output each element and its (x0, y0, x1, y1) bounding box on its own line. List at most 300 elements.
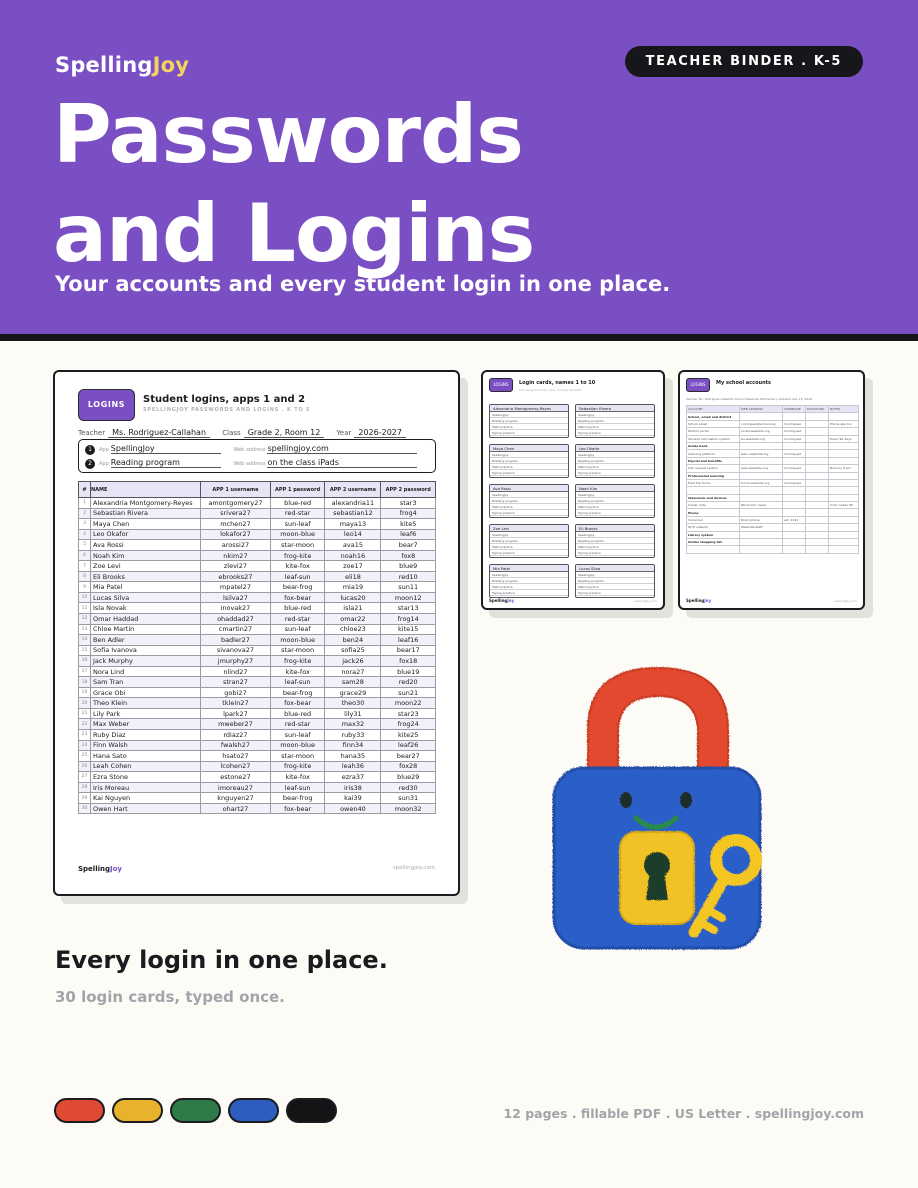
student-name: Omar Haddad (91, 614, 201, 625)
login-cell: lokafor27 (201, 529, 271, 540)
login-cell: hsato27 (201, 751, 271, 762)
student-name: Leo Okafor (91, 529, 201, 540)
account-cell: learn.westville.org (739, 450, 782, 457)
account-cell: Student information system (687, 435, 740, 442)
login-cell: chloe23 (325, 624, 381, 635)
account-cell: Classroom and devices (687, 494, 740, 501)
color-swatch (286, 1098, 337, 1123)
roster-kicker: SPELLINGJOY PASSWORDS AND LOGINS . K TO 5 (143, 407, 311, 413)
login-cell: sebastian12 (325, 508, 381, 519)
table-row (687, 494, 859, 501)
color-swatch (54, 1098, 105, 1123)
login-cell: moon22 (381, 698, 436, 709)
account-cell: Wi-Fi network (687, 524, 740, 531)
table-row (79, 540, 436, 551)
account-cell: mrodriguez (782, 428, 805, 435)
table-row (79, 719, 436, 730)
table-row (687, 546, 859, 553)
login-card-row: SpellingJoy (490, 452, 568, 458)
account-cell: subs.westville.org (739, 465, 782, 472)
login-card-row: SpellingJoy (490, 492, 568, 498)
row-number: 29 (79, 793, 91, 804)
roster-title: Student logins, apps 1 and 2 (143, 394, 306, 405)
account-cell (782, 494, 805, 501)
account-cell (782, 457, 805, 464)
login-cell: lpark27 (201, 708, 271, 719)
login-cell: lcohen27 (201, 761, 271, 772)
app-list-box (78, 439, 436, 473)
account-cell: Every 90 days (829, 435, 859, 442)
table-row (687, 428, 859, 435)
account-cell (829, 472, 859, 479)
account-cell (829, 516, 859, 523)
login-cell: sam28 (325, 677, 381, 688)
account-cell (739, 487, 782, 494)
account-cell (829, 428, 859, 435)
student-name: Hana Sato (91, 751, 201, 762)
table-row (687, 516, 859, 523)
login-cell: bear7 (381, 540, 436, 551)
table-row (79, 803, 436, 814)
account-cell (687, 546, 740, 553)
table-row (687, 487, 859, 494)
student-name: Jack Murphy (91, 656, 201, 667)
login-cell: inovak27 (201, 603, 271, 614)
login-cell: fox-bear (270, 592, 325, 603)
login-cell: frog14 (381, 614, 436, 625)
login-card (575, 524, 655, 558)
table-row (79, 793, 436, 804)
account-cell (739, 539, 782, 546)
login-card-row: Reading program (576, 578, 654, 584)
login-cell: noah16 (325, 550, 381, 561)
account-cell (805, 539, 828, 546)
column-header: NOTES (829, 406, 859, 413)
login-cell: bear-frog (270, 687, 325, 698)
login-card-row: Math practice (490, 464, 568, 470)
account-cell: Online shopping list (687, 539, 740, 546)
login-cell: moon-blue (270, 529, 325, 540)
account-cell (805, 442, 828, 449)
account-cell (805, 472, 828, 479)
student-name: Ezra Stone (91, 772, 201, 783)
student-name: Ava Rossi (91, 540, 201, 551)
login-card-row: Reading program (490, 458, 568, 464)
login-card (489, 404, 569, 438)
account-cell (829, 531, 859, 538)
account-cell: mrodriguez (782, 435, 805, 442)
account-cell (805, 428, 828, 435)
account-cell (687, 487, 740, 494)
account-cell: Field trip forms (687, 479, 740, 486)
account-cell (805, 450, 828, 457)
table-row (79, 708, 436, 719)
account-cell: Professional learning (687, 472, 740, 479)
login-cell: ohaddad27 (201, 614, 271, 625)
login-cell: mpatel27 (201, 582, 271, 593)
account-cell: Phone (687, 509, 740, 516)
row-number: 21 (79, 708, 91, 719)
login-cell: grace29 (325, 687, 381, 698)
login-card-name: Alexandria Montgomery-Reyes (490, 405, 568, 412)
page-subtitle: Your accounts and every student login in one place. (55, 272, 671, 296)
login-card (575, 564, 655, 598)
account-cell (782, 524, 805, 531)
account-cell (782, 472, 805, 479)
account-cell (739, 531, 782, 538)
table-row (687, 435, 859, 442)
login-card-row: Reading program (490, 538, 568, 544)
login-cell: maya13 (325, 519, 381, 530)
login-cell: bear-frog (270, 582, 325, 593)
table-row (79, 761, 436, 772)
header-divider (0, 334, 918, 341)
account-cell (805, 465, 828, 472)
student-name: Ben Adler (91, 635, 201, 646)
login-cell: moon12 (381, 592, 436, 603)
account-cell: District portal (687, 428, 740, 435)
login-cell: max32 (325, 719, 381, 730)
table-row (79, 624, 436, 635)
account-cell: portal.westville.org (739, 428, 782, 435)
login-card-row: Reading program (576, 458, 654, 464)
login-cell: red-star (270, 508, 325, 519)
table-row (79, 645, 436, 656)
row-number: 19 (79, 687, 91, 698)
login-cell: star-moon (270, 645, 325, 656)
account-cell: ext. 1212 (782, 516, 805, 523)
row-number: 3 (79, 519, 91, 530)
login-cell: moon32 (381, 803, 436, 814)
account-cell (782, 531, 805, 538)
login-cell: leaf-sun (270, 677, 325, 688)
column-header: APP 1 password (270, 482, 325, 498)
account-cell: Library system (687, 531, 740, 538)
login-card-name: Noah Kim (576, 485, 654, 492)
student-name: Lucas Silva (91, 592, 201, 603)
table-row (79, 698, 436, 709)
account-cell: r.rodriguez@school.org (739, 420, 782, 427)
login-card (489, 484, 569, 518)
school-accounts-page-preview (678, 370, 865, 610)
row-number: 10 (79, 592, 91, 603)
account-cell (829, 442, 859, 449)
login-cell: tklein27 (201, 698, 271, 709)
login-card-row: Reading program (576, 418, 654, 424)
table-row (79, 519, 436, 530)
column-header: PASSWORD (805, 406, 828, 413)
login-card-name: Mia Patel (490, 565, 568, 572)
account-cell (805, 516, 828, 523)
login-card-row: SpellingJoy (576, 572, 654, 578)
login-cell: kite5 (381, 519, 436, 530)
account-cell (782, 509, 805, 516)
login-cell: red20 (381, 677, 436, 688)
login-card-row: Typing practice (490, 590, 568, 596)
color-swatches (54, 1098, 337, 1123)
table-row (79, 592, 436, 603)
login-cell: kite-fox (270, 772, 325, 783)
account-cell (805, 494, 828, 501)
login-card-row: Math practice (576, 424, 654, 430)
login-card-row: SpellingJoy (490, 412, 568, 418)
row-number: 27 (79, 772, 91, 783)
login-cell: moon-blue (270, 635, 325, 646)
account-cell (829, 524, 859, 531)
smiling-padlock-icon (548, 660, 808, 955)
page-title: Passwords and Logins (53, 88, 535, 280)
login-card-row: Math practice (490, 424, 568, 430)
table-row (79, 635, 436, 646)
student-name: Sofia Ivanova (91, 645, 201, 656)
account-cell (829, 479, 859, 486)
row-number: 12 (79, 614, 91, 625)
student-name: Lily Park (91, 708, 201, 719)
account-cell (782, 413, 805, 420)
login-cell: nkim27 (201, 550, 271, 561)
login-card-name: Eli Brooks (576, 525, 654, 532)
account-cell (829, 546, 859, 553)
table-row (687, 465, 859, 472)
student-name: Chloe Martin (91, 624, 201, 635)
color-swatch (112, 1098, 163, 1123)
account-cell (782, 546, 805, 553)
login-cell: amontgomery27 (201, 498, 271, 509)
login-card-row: Reading program (490, 418, 568, 424)
account-cell (739, 472, 782, 479)
table-row (687, 539, 859, 546)
account-cell (782, 487, 805, 494)
account-cell: Workroom copier (739, 502, 782, 509)
login-cell: zoe17 (325, 561, 381, 572)
row-number: 30 (79, 803, 91, 814)
login-cell: frog4 (381, 508, 436, 519)
account-cell (829, 487, 859, 494)
login-cell: leaf6 (381, 529, 436, 540)
student-name: Maya Chen (91, 519, 201, 530)
login-cell: sun-leaf (270, 519, 325, 530)
row-number: 18 (79, 677, 91, 688)
school-footer-brand: SpellingJoy (686, 598, 712, 603)
login-cell: lucas20 (325, 592, 381, 603)
student-name: Nora Lind (91, 666, 201, 677)
account-cell (739, 457, 782, 464)
login-cell: kite-fox (270, 666, 325, 677)
student-name: Mia Patel (91, 582, 201, 593)
login-card-name: Lucas Silva (576, 565, 654, 572)
row-number: 15 (79, 645, 91, 656)
login-cell: alexandria11 (325, 498, 381, 509)
login-cell: kai39 (325, 793, 381, 804)
account-cell: Copier code (687, 502, 740, 509)
login-card-row: Typing practice (576, 430, 654, 436)
table-row (79, 529, 436, 540)
student-name: Eli Brooks (91, 571, 201, 582)
login-card-row: Math practice (576, 504, 654, 510)
table-row (79, 614, 436, 625)
row-number: 25 (79, 751, 91, 762)
table-row (79, 740, 436, 751)
table-row (687, 531, 859, 538)
row-number: 11 (79, 603, 91, 614)
login-cell: blue-red (270, 708, 325, 719)
login-cell: red-star (270, 719, 325, 730)
login-card-row: Typing practice (576, 550, 654, 556)
account-cell (805, 531, 828, 538)
account-cell (805, 457, 828, 464)
login-card-name: Zoe Levi (490, 525, 568, 532)
login-cell: nlind27 (201, 666, 271, 677)
table-row (79, 772, 436, 783)
column-header: APP 1 username (201, 482, 271, 498)
login-card-row: Math practice (490, 544, 568, 550)
login-cell: leaf16 (381, 635, 436, 646)
login-cell: lsilva27 (201, 592, 271, 603)
account-cell: School email (687, 420, 740, 427)
row-number: 28 (79, 782, 91, 793)
login-card (489, 524, 569, 558)
login-cell: star-moon (270, 540, 325, 551)
table-row (79, 666, 436, 677)
table-row (79, 582, 436, 593)
login-cell: cmartin27 (201, 624, 271, 635)
student-name: Theo Klein (91, 698, 201, 709)
account-cell (739, 494, 782, 501)
login-card (575, 444, 655, 478)
login-cell: gobi27 (201, 687, 271, 698)
login-cell: estone27 (201, 772, 271, 783)
login-cell: imoreau27 (201, 782, 271, 793)
login-cell: kite-fox (270, 561, 325, 572)
product-details: 12 pages . fillable PDF . US Letter . spellingjoy.com (503, 1106, 864, 1121)
account-cell (805, 546, 828, 553)
login-cell: finn34 (325, 740, 381, 751)
login-card (575, 404, 655, 438)
table-row (687, 420, 859, 427)
row-number: 8 (79, 571, 91, 582)
account-cell (829, 413, 859, 420)
login-cell: fox8 (381, 550, 436, 561)
account-cell: Grade book (687, 442, 740, 449)
row-number: 4 (79, 529, 91, 540)
account-cell: Phone app too (829, 420, 859, 427)
account-cell: Payroll and benefits (687, 457, 740, 464)
binder-pill: TEACHER BINDER . K-5 (625, 46, 863, 77)
student-name: Max Weber (91, 719, 201, 730)
student-name: Sam Tran (91, 677, 201, 688)
account-cell: mrodriguez (782, 420, 805, 427)
account-cell: forms.westville.org (739, 479, 782, 486)
roster-footer-url: spellingjoy.com (392, 865, 435, 871)
table-row (79, 508, 436, 519)
login-cell: leaf26 (381, 740, 436, 751)
login-cell: nora27 (325, 666, 381, 677)
login-cell: frog24 (381, 719, 436, 730)
login-card-row: Math practice (576, 464, 654, 470)
login-cell: mchen27 (201, 519, 271, 530)
row-number: 14 (79, 635, 91, 646)
login-cell: star-moon (270, 751, 325, 762)
account-cell (739, 546, 782, 553)
login-cell: isla21 (325, 603, 381, 614)
hero-banner (0, 0, 918, 334)
account-cell (805, 502, 828, 509)
login-cell: sun31 (381, 793, 436, 804)
login-card-row: Typing practice (490, 510, 568, 516)
login-card-name: Maya Chen (490, 445, 568, 452)
account-cell: Westville-Staff (739, 524, 782, 531)
logins-badge: LOGINS (489, 378, 513, 392)
login-card-row: Math practice (576, 584, 654, 590)
school-footer-url: spellingjoy.com (834, 599, 857, 603)
account-cell (805, 479, 828, 486)
login-cell: star13 (381, 603, 436, 614)
account-cell (805, 509, 828, 516)
column-header: # (79, 482, 91, 498)
table-row (687, 509, 859, 516)
school-accounts-table (686, 405, 859, 554)
login-card (575, 484, 655, 518)
student-name: Alexandria Montgomery-Reyes (91, 498, 201, 509)
login-cell: sivanova27 (201, 645, 271, 656)
student-name: Iris Moreau (91, 782, 201, 793)
login-cell: frog-kite (270, 656, 325, 667)
login-cell: blue29 (381, 772, 436, 783)
login-card-row: Reading program (490, 578, 568, 584)
login-cell: hana35 (325, 751, 381, 762)
login-cell: arossi27 (201, 540, 271, 551)
login-cell: bear17 (381, 645, 436, 656)
cards-footer-brand: SpellingJoy (489, 598, 515, 603)
login-card-row: Reading program (576, 538, 654, 544)
login-cell: fox18 (381, 656, 436, 667)
brand-logo: SpellingJoy (55, 53, 190, 77)
roster-page-preview (53, 370, 460, 896)
student-name: Ruby Diaz (91, 730, 201, 741)
row-number: 16 (79, 656, 91, 667)
login-cell: bear-frog (270, 793, 325, 804)
account-cell: mrodriguez (782, 450, 805, 457)
login-cell: ezra37 (325, 772, 381, 783)
cards-subtitle: Cut along the lines. One card per student. (519, 388, 583, 392)
row-number: 2 (79, 508, 91, 519)
column-header: USERNAME (782, 406, 805, 413)
login-card-row: Math practice (490, 504, 568, 510)
login-cell: star23 (381, 708, 436, 719)
table-row (79, 730, 436, 741)
tagline: Every login in one place. (55, 946, 388, 974)
row-number: 6 (79, 550, 91, 561)
login-cell: blue-red (270, 603, 325, 614)
account-cell (805, 487, 828, 494)
student-name: Isla Novak (91, 603, 201, 614)
login-card-row: SpellingJoy (576, 532, 654, 538)
login-cell: blue-red (270, 498, 325, 509)
login-cell: bear27 (381, 751, 436, 762)
row-number: 20 (79, 698, 91, 709)
login-cell: ben24 (325, 635, 381, 646)
login-cell: jmurphy27 (201, 656, 271, 667)
account-cell: Back by 8 am (829, 465, 859, 472)
student-name: Kai Nguyen (91, 793, 201, 804)
table-row (687, 457, 859, 464)
sub-tagline: 30 login cards, typed once. (55, 988, 285, 1006)
account-cell (829, 539, 859, 546)
login-card-row: Math practice (576, 544, 654, 550)
account-cell (805, 435, 828, 442)
account-cell (829, 457, 859, 464)
account-cell: Learning platform (687, 450, 740, 457)
